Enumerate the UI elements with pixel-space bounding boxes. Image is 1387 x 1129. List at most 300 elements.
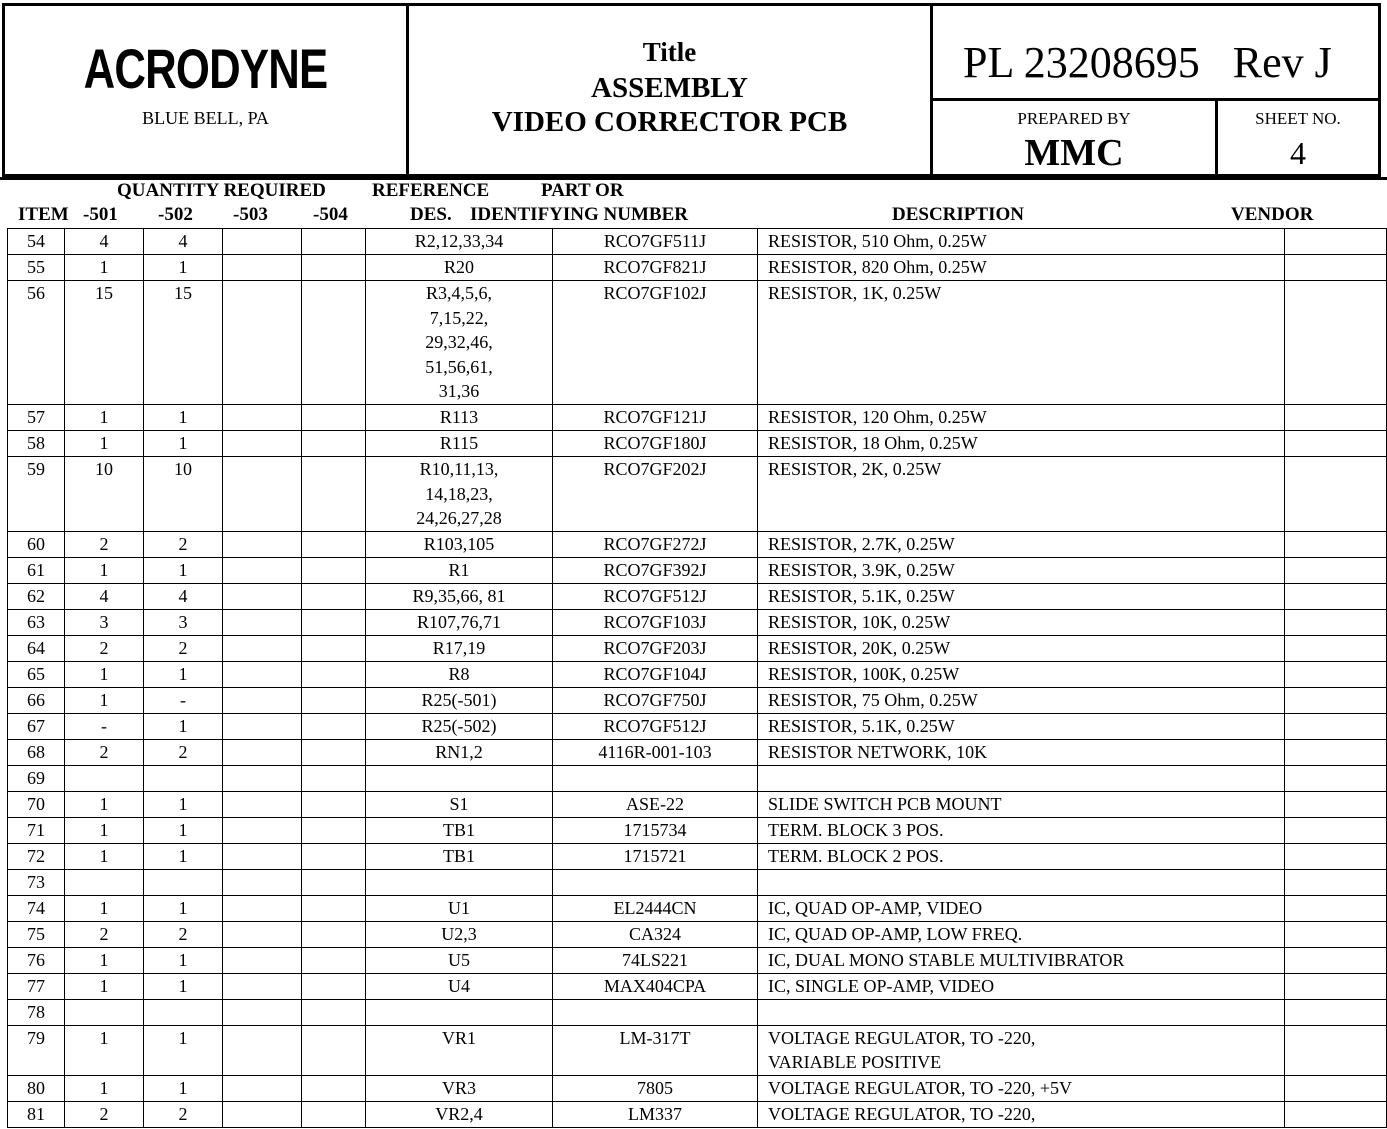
- reference-cell: R9,35,66, 81: [366, 583, 553, 609]
- header-part-or: PART OR: [541, 180, 624, 201]
- item-cell: 77: [8, 973, 65, 999]
- qty-501-cell: 2: [65, 739, 144, 765]
- description-cell: IC, QUAD OP-AMP, VIDEO: [758, 895, 1285, 921]
- table-row: [8, 791, 1387, 817]
- description-cell: IC, QUAD OP-AMP, LOW FREQ.: [758, 921, 1285, 947]
- qty-501-cell: 15: [65, 281, 144, 405]
- qty-503-cell: [223, 843, 302, 869]
- reference-cell: R103,105: [366, 531, 553, 557]
- item-cell: 65: [8, 661, 65, 687]
- qty-504-cell: [302, 1025, 366, 1075]
- description-cell: RESISTOR, 2.7K, 0.25W: [758, 531, 1285, 557]
- item-cell: 60: [8, 531, 65, 557]
- item-cell: 70: [8, 791, 65, 817]
- item-cell: 75: [8, 921, 65, 947]
- company-cell: [5, 6, 409, 174]
- item-cell: 55: [8, 255, 65, 281]
- company-location: BLUE BELL, PA: [142, 108, 269, 128]
- qty-502-cell: 3: [144, 609, 223, 635]
- table-row: [8, 947, 1387, 973]
- qty-501-cell: 1: [65, 687, 144, 713]
- reference-cell: R17,19: [366, 635, 553, 661]
- item-cell: 61: [8, 557, 65, 583]
- qty-501-cell: 1: [65, 817, 144, 843]
- vendor-cell: [1285, 713, 1387, 739]
- qty-501-cell: 1: [65, 430, 144, 456]
- reference-cell: R8: [366, 661, 553, 687]
- part-number-cell: RCO7GF203J: [553, 635, 758, 661]
- table-row: [8, 255, 1387, 281]
- qty-502-cell: 1: [144, 791, 223, 817]
- part-list-number: PL 23208695 Rev J: [963, 38, 1332, 87]
- description-cell: IC, DUAL MONO STABLE MULTIVIBRATOR: [758, 947, 1285, 973]
- vendor-cell: [1285, 765, 1387, 791]
- part-number-cell: RCO7GF272J: [553, 531, 758, 557]
- description-cell: [758, 999, 1285, 1025]
- reference-cell: U5: [366, 947, 553, 973]
- qty-502-cell: 2: [144, 1101, 223, 1127]
- table-row: [8, 456, 1387, 531]
- item-cell: 68: [8, 739, 65, 765]
- prepared-by-value: MMC: [1024, 132, 1124, 174]
- qty-503-cell: [223, 281, 302, 405]
- description-cell: TERM. BLOCK 3 POS.: [758, 817, 1285, 843]
- qty-503-cell: [223, 531, 302, 557]
- table-row: [8, 687, 1387, 713]
- qty-501-cell: 1: [65, 791, 144, 817]
- reference-cell: R10,11,13, 14,18,23, 24,26,27,28: [366, 456, 553, 531]
- reference-cell: R25(-502): [366, 713, 553, 739]
- item-cell: 66: [8, 687, 65, 713]
- item-cell: 72: [8, 843, 65, 869]
- qty-503-cell: [223, 713, 302, 739]
- qty-503-cell: [223, 1101, 302, 1127]
- qty-502-cell: 10: [144, 456, 223, 531]
- qty-501-cell: 3: [65, 609, 144, 635]
- company-logo: ACRODYNE: [83, 37, 328, 100]
- qty-503-cell: [223, 947, 302, 973]
- qty-502-cell: [144, 999, 223, 1025]
- vendor-cell: [1285, 947, 1387, 973]
- item-cell: 69: [8, 765, 65, 791]
- description-cell: RESISTOR, 120 Ohm, 0.25W: [758, 404, 1285, 430]
- part-number-cell: 4116R-001-103: [553, 739, 758, 765]
- reference-cell: R115: [366, 430, 553, 456]
- description-cell: RESISTOR, 10K, 0.25W: [758, 609, 1285, 635]
- reference-cell: TB1: [366, 817, 553, 843]
- description-cell: RESISTOR, 20K, 0.25W: [758, 635, 1285, 661]
- qty-501-cell: 1: [65, 661, 144, 687]
- table-row: [8, 739, 1387, 765]
- part-number-cell: 7805: [553, 1075, 758, 1101]
- qty-504-cell: [302, 817, 366, 843]
- item-cell: 76: [8, 947, 65, 973]
- qty-503-cell: [223, 973, 302, 999]
- qty-504-cell: [302, 947, 366, 973]
- title-label: Title: [642, 37, 697, 67]
- header-504: -504: [313, 204, 348, 225]
- qty-504-cell: [302, 609, 366, 635]
- vendor-cell: [1285, 869, 1387, 895]
- description-cell: [758, 765, 1285, 791]
- qty-502-cell: 15: [144, 281, 223, 405]
- qty-501-cell: -: [65, 713, 144, 739]
- vendor-cell: [1285, 255, 1387, 281]
- qty-502-cell: 1: [144, 843, 223, 869]
- qty-504-cell: [302, 921, 366, 947]
- vendor-cell: [1285, 557, 1387, 583]
- header-503: -503: [233, 204, 268, 225]
- reference-cell: [366, 999, 553, 1025]
- qty-503-cell: [223, 456, 302, 531]
- part-number-cell: RCO7GF512J: [553, 713, 758, 739]
- qty-502-cell: 1: [144, 1075, 223, 1101]
- qty-504-cell: [302, 635, 366, 661]
- qty-504-cell: [302, 430, 366, 456]
- qty-504-cell: [302, 1101, 366, 1127]
- qty-501-cell: 1: [65, 947, 144, 973]
- part-number-cell: RCO7GF202J: [553, 456, 758, 531]
- part-number-cell: RCO7GF392J: [553, 557, 758, 583]
- part-list-cell: [933, 6, 1378, 101]
- qty-504-cell: [302, 1075, 366, 1101]
- header-item: ITEM: [18, 204, 69, 225]
- qty-502-cell: 1: [144, 713, 223, 739]
- qty-503-cell: [223, 999, 302, 1025]
- table-row: [8, 973, 1387, 999]
- parts-table: [7, 228, 1387, 1128]
- vendor-cell: [1285, 404, 1387, 430]
- qty-501-cell: 2: [65, 1101, 144, 1127]
- qty-501-cell: 1: [65, 895, 144, 921]
- qty-503-cell: [223, 661, 302, 687]
- qty-501-cell: 1: [65, 1075, 144, 1101]
- title-cell: [409, 6, 933, 174]
- part-number-cell: CA324: [553, 921, 758, 947]
- qty-504-cell: [302, 531, 366, 557]
- description-cell: SLIDE SWITCH PCB MOUNT: [758, 791, 1285, 817]
- table-row: [8, 229, 1387, 255]
- qty-503-cell: [223, 817, 302, 843]
- table-row: [8, 609, 1387, 635]
- table-row: [8, 281, 1387, 405]
- reference-cell: S1: [366, 791, 553, 817]
- item-cell: 73: [8, 869, 65, 895]
- reference-cell: [366, 765, 553, 791]
- vendor-cell: [1285, 635, 1387, 661]
- part-number-cell: RCO7GF104J: [553, 661, 758, 687]
- qty-504-cell: [302, 739, 366, 765]
- qty-503-cell: [223, 609, 302, 635]
- qty-504-cell: [302, 895, 366, 921]
- item-cell: 62: [8, 583, 65, 609]
- description-cell: [758, 869, 1285, 895]
- title-block: [2, 3, 1381, 177]
- vendor-cell: [1285, 1075, 1387, 1101]
- qty-501-cell: 4: [65, 583, 144, 609]
- description-cell: IC, SINGLE OP-AMP, VIDEO: [758, 973, 1285, 999]
- table-row: [8, 1025, 1387, 1075]
- item-cell: 81: [8, 1101, 65, 1127]
- item-cell: 64: [8, 635, 65, 661]
- qty-502-cell: 1: [144, 430, 223, 456]
- qty-501-cell: [65, 999, 144, 1025]
- part-number-cell: 1715734: [553, 817, 758, 843]
- table-row: [8, 531, 1387, 557]
- vendor-cell: [1285, 1025, 1387, 1075]
- part-number-cell: RCO7GF102J: [553, 281, 758, 405]
- qty-502-cell: 4: [144, 229, 223, 255]
- qty-502-cell: 1: [144, 255, 223, 281]
- reference-cell: U2,3: [366, 921, 553, 947]
- part-number-cell: RCO7GF750J: [553, 687, 758, 713]
- qty-504-cell: [302, 661, 366, 687]
- reference-cell: U4: [366, 973, 553, 999]
- reference-cell: R3,4,5,6, 7,15,22, 29,32,46, 51,56,61, 31,36: [366, 281, 553, 405]
- qty-502-cell: 1: [144, 817, 223, 843]
- qty-503-cell: [223, 687, 302, 713]
- vendor-cell: [1285, 229, 1387, 255]
- description-cell: RESISTOR, 1K, 0.25W: [758, 281, 1285, 405]
- item-cell: 74: [8, 895, 65, 921]
- qty-504-cell: [302, 791, 366, 817]
- qty-501-cell: 1: [65, 255, 144, 281]
- item-cell: 57: [8, 404, 65, 430]
- part-number-cell: 1715721: [553, 843, 758, 869]
- header-quantity-required: QUANTITY REQUIRED: [117, 180, 326, 201]
- vendor-cell: [1285, 531, 1387, 557]
- qty-503-cell: [223, 255, 302, 281]
- title-line-2: VIDEO CORRECTOR PCB: [491, 106, 848, 138]
- qty-504-cell: [302, 229, 366, 255]
- part-number-cell: LM337: [553, 1101, 758, 1127]
- qty-503-cell: [223, 1075, 302, 1101]
- table-row: [8, 635, 1387, 661]
- vendor-cell: [1285, 583, 1387, 609]
- description-cell: RESISTOR, 820 Ohm, 0.25W: [758, 255, 1285, 281]
- qty-503-cell: [223, 765, 302, 791]
- vendor-cell: [1285, 739, 1387, 765]
- reference-cell: TB1: [366, 843, 553, 869]
- description-cell: RESISTOR, 5.1K, 0.25W: [758, 583, 1285, 609]
- table-row: [8, 430, 1387, 456]
- part-number-cell: [553, 765, 758, 791]
- part-number-cell: RCO7GF121J: [553, 404, 758, 430]
- qty-503-cell: [223, 869, 302, 895]
- vendor-cell: [1285, 281, 1387, 405]
- table-row: [8, 713, 1387, 739]
- description-cell: RESISTOR, 3.9K, 0.25W: [758, 557, 1285, 583]
- reference-cell: U1: [366, 895, 553, 921]
- qty-502-cell: 1: [144, 557, 223, 583]
- qty-504-cell: [302, 973, 366, 999]
- reference-cell: R1: [366, 557, 553, 583]
- qty-501-cell: [65, 765, 144, 791]
- table-row: [8, 404, 1387, 430]
- qty-502-cell: 1: [144, 895, 223, 921]
- vendor-cell: [1285, 921, 1387, 947]
- header-reference: REFERENCE: [372, 180, 490, 201]
- qty-503-cell: [223, 921, 302, 947]
- vendor-cell: [1285, 843, 1387, 869]
- qty-502-cell: 2: [144, 531, 223, 557]
- part-number-cell: RCO7GF180J: [553, 430, 758, 456]
- qty-503-cell: [223, 635, 302, 661]
- part-number-cell: RCO7GF103J: [553, 609, 758, 635]
- table-row: [8, 583, 1387, 609]
- header-501: -501: [83, 204, 118, 225]
- qty-503-cell: [223, 1025, 302, 1075]
- qty-502-cell: 1: [144, 947, 223, 973]
- part-number-cell: MAX404CPA: [553, 973, 758, 999]
- qty-504-cell: [302, 456, 366, 531]
- parts-table-body: [8, 229, 1387, 1128]
- item-cell: 67: [8, 713, 65, 739]
- qty-503-cell: [223, 404, 302, 430]
- qty-501-cell: 1: [65, 973, 144, 999]
- qty-504-cell: [302, 843, 366, 869]
- item-cell: 79: [8, 1025, 65, 1075]
- description-cell: VOLTAGE REGULATOR, TO -220, +5V: [758, 1075, 1285, 1101]
- qty-504-cell: [302, 999, 366, 1025]
- header-identifying-number: IDENTIFYING NUMBER: [470, 204, 688, 225]
- part-number-cell: RCO7GF512J: [553, 583, 758, 609]
- header-vendor: VENDOR: [1231, 204, 1314, 225]
- qty-502-cell: [144, 765, 223, 791]
- table-row: [8, 869, 1387, 895]
- qty-504-cell: [302, 255, 366, 281]
- vendor-cell: [1285, 1101, 1387, 1127]
- vendor-cell: [1285, 895, 1387, 921]
- qty-504-cell: [302, 765, 366, 791]
- qty-501-cell: 1: [65, 557, 144, 583]
- qty-503-cell: [223, 739, 302, 765]
- qty-502-cell: 4: [144, 583, 223, 609]
- qty-504-cell: [302, 869, 366, 895]
- reference-cell: R20: [366, 255, 553, 281]
- sheet-number: 4: [1290, 135, 1306, 171]
- reference-cell: VR1: [366, 1025, 553, 1075]
- table-row: [8, 921, 1387, 947]
- qty-504-cell: [302, 557, 366, 583]
- item-cell: 63: [8, 609, 65, 635]
- prepared-by-label: PREPARED BY: [1017, 109, 1131, 128]
- qty-504-cell: [302, 404, 366, 430]
- sheet-cell: [1218, 101, 1378, 174]
- description-cell: TERM. BLOCK 2 POS.: [758, 843, 1285, 869]
- qty-501-cell: 1: [65, 843, 144, 869]
- vendor-cell: [1285, 456, 1387, 531]
- prepared-by-cell: [933, 101, 1218, 174]
- table-row: [8, 999, 1387, 1025]
- qty-502-cell: 2: [144, 921, 223, 947]
- qty-504-cell: [302, 713, 366, 739]
- qty-502-cell: [144, 869, 223, 895]
- title-line-1: ASSEMBLY: [591, 72, 748, 104]
- qty-501-cell: 4: [65, 229, 144, 255]
- qty-503-cell: [223, 229, 302, 255]
- header-des: DES.: [410, 204, 452, 225]
- description-cell: RESISTOR, 5.1K, 0.25W: [758, 713, 1285, 739]
- qty-503-cell: [223, 791, 302, 817]
- reference-cell: VR2,4: [366, 1101, 553, 1127]
- description-cell: RESISTOR, 100K, 0.25W: [758, 661, 1285, 687]
- table-row: [8, 817, 1387, 843]
- table-row: [8, 895, 1387, 921]
- part-number-cell: RCO7GF821J: [553, 255, 758, 281]
- description-cell: RESISTOR, 75 Ohm, 0.25W: [758, 687, 1285, 713]
- sheet-label: SHEET NO.: [1255, 109, 1341, 128]
- item-cell: 58: [8, 430, 65, 456]
- vendor-cell: [1285, 973, 1387, 999]
- qty-503-cell: [223, 895, 302, 921]
- qty-501-cell: 1: [65, 1025, 144, 1075]
- description-cell: VOLTAGE REGULATOR, TO -220, VARIABLE POSITIVE: [758, 1025, 1285, 1075]
- table-row: [8, 661, 1387, 687]
- reference-cell: R107,76,71: [366, 609, 553, 635]
- item-cell: 78: [8, 999, 65, 1025]
- qty-504-cell: [302, 687, 366, 713]
- qty-502-cell: 2: [144, 739, 223, 765]
- description-cell: RESISTOR NETWORK, 10K: [758, 739, 1285, 765]
- vendor-cell: [1285, 817, 1387, 843]
- reference-cell: R25(-501): [366, 687, 553, 713]
- vendor-cell: [1285, 687, 1387, 713]
- qty-502-cell: 1: [144, 973, 223, 999]
- table-row: [8, 843, 1387, 869]
- qty-502-cell: -: [144, 687, 223, 713]
- part-number-cell: ASE-22: [553, 791, 758, 817]
- part-number-cell: 74LS221: [553, 947, 758, 973]
- qty-503-cell: [223, 583, 302, 609]
- item-cell: 71: [8, 817, 65, 843]
- qty-501-cell: [65, 869, 144, 895]
- header-502: -502: [158, 204, 193, 225]
- reference-cell: R2,12,33,34: [366, 229, 553, 255]
- reference-cell: R113: [366, 404, 553, 430]
- qty-501-cell: 10: [65, 456, 144, 531]
- item-cell: 59: [8, 456, 65, 531]
- qty-501-cell: 2: [65, 531, 144, 557]
- qty-504-cell: [302, 281, 366, 405]
- part-number-cell: LM-317T: [553, 1025, 758, 1075]
- item-cell: 80: [8, 1075, 65, 1101]
- part-number-cell: EL2444CN: [553, 895, 758, 921]
- vendor-cell: [1285, 791, 1387, 817]
- qty-501-cell: 2: [65, 921, 144, 947]
- item-cell: 54: [8, 229, 65, 255]
- qty-502-cell: 2: [144, 635, 223, 661]
- vendor-cell: [1285, 661, 1387, 687]
- part-number-cell: RCO7GF511J: [553, 229, 758, 255]
- part-number-cell: [553, 869, 758, 895]
- description-cell: RESISTOR, 510 Ohm, 0.25W: [758, 229, 1285, 255]
- part-number-cell: [553, 999, 758, 1025]
- qty-502-cell: 1: [144, 661, 223, 687]
- reference-cell: VR3: [366, 1075, 553, 1101]
- item-cell: 56: [8, 281, 65, 405]
- qty-501-cell: 1: [65, 404, 144, 430]
- qty-502-cell: 1: [144, 404, 223, 430]
- header-description: DESCRIPTION: [892, 204, 1024, 225]
- table-row: [8, 557, 1387, 583]
- vendor-cell: [1285, 430, 1387, 456]
- qty-504-cell: [302, 583, 366, 609]
- description-cell: RESISTOR, 2K, 0.25W: [758, 456, 1285, 531]
- vendor-cell: [1285, 609, 1387, 635]
- description-cell: VOLTAGE REGULATOR, TO -220,: [758, 1101, 1285, 1127]
- table-row: [8, 1075, 1387, 1101]
